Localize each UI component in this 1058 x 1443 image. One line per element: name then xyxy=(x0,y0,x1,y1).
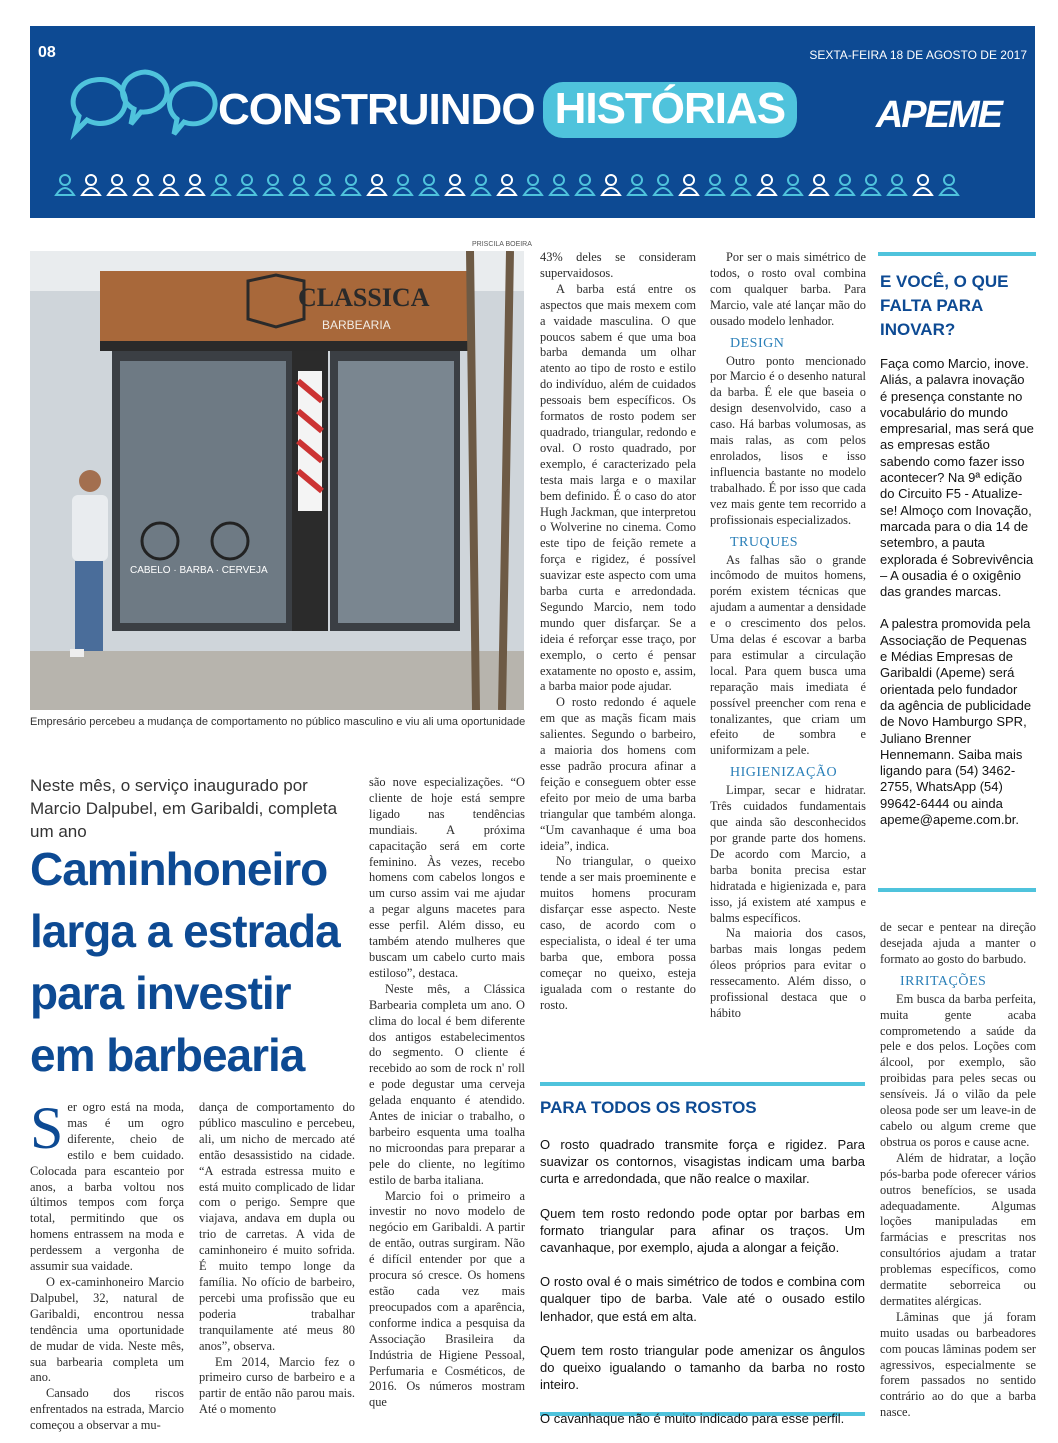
issue-date: SEXTA-FEIRA 18 DE AGOSTO DE 2017 xyxy=(809,48,1027,62)
person-icon xyxy=(314,172,336,196)
barbershop-photo xyxy=(30,251,524,710)
paragraph: 43% deles se consideram supervaidosos. xyxy=(540,250,696,280)
person-icon xyxy=(808,172,830,196)
person-icon xyxy=(288,172,310,196)
window-text: CABELO · BARBA · CERVEJA xyxy=(130,565,268,576)
person-icon xyxy=(626,172,648,196)
section-title xyxy=(218,80,797,140)
paragraph: As falhas são o grande incômodo de muitos homens, porém existem técnicas que ajudam a aumentar a densidade e o crescimento dos pelos. Uma delas é escovar a barba para estimular a circulação local. Para quem busca uma reparação mais imediata é possível preencher com rena e tonalizantes, que criam um efeito de sombra e uniformizam a pele. xyxy=(710,552,866,758)
article-column-4 xyxy=(540,250,696,1014)
paragraph: Lâminas que já foram muito usadas ou barbeadores com poucas lâminas podem ser agressivos, especialmente se forem passados no sentido contrário ao do que a barba nasce. xyxy=(880,1309,1036,1420)
person-icon xyxy=(522,172,544,196)
paragraph: Em busca da barba perfeita, muita gente acaba comprometendo a saúde da pele e dos pelos. Loções com álcool, por exemplo, são proibidas para peles secas ou sensíveis. Já o vilão da pele oleosa pode ser um leave-in de cabelo ou algum creme que obstrua os poros e cause acne. xyxy=(880,991,1036,1149)
person-icon xyxy=(548,172,570,196)
person-icon xyxy=(418,172,440,196)
paragraph: O ex-caminhoneiro Marcio Dalpubel, 32, natural de Garibaldi, encontrou nessa tendência uma oportunidade de mudar de vida. Neste mês, sua barbearia completa um ano. xyxy=(30,1274,184,1385)
person-icon xyxy=(366,172,388,196)
paragraph: Outro ponto mencionado por Marcio é o desenho natural da barba. É ele que baseia o design desenvolvido, caso a caso. Há barbas volumosas, as mais ralas, as com pelos enrolados, lisos e isso influencia bastante no modelo trabalhado. É por isso que cada vez mais gente tem recorrido a profissionais especializados. xyxy=(710,353,866,527)
section-title-part1: CONSTRUINDO xyxy=(218,85,535,134)
faces-box-title: PARA TODOS OS ROSTOS xyxy=(540,1098,757,1117)
photo-credit: PRISCILA BOEIRA xyxy=(472,241,532,248)
paragraph: Marcio foi o primeiro a investir no novo modelo de negócio em Garibaldi. A partir de então, outras surgiram. Não é difícil entender por que a procura só cresce. Os homens estão cada vez mais preocupados com a aparência, conforme indica a pesquisa da Associação Brasileira da Indústria de Higiene Pessoal, Perfumaria e Cosméticos, de 2016. Os números mostram que xyxy=(369,1188,525,1410)
person-icon xyxy=(132,172,154,196)
sidebar-title: E VOCÊ, O QUE FALTA PARA INOVAR? xyxy=(880,272,1009,339)
person-icon xyxy=(652,172,674,196)
person-icon xyxy=(756,172,778,196)
person-icon xyxy=(106,172,128,196)
faces-box-paragraph: O rosto oval é o mais simétrico de todos e combina com qualquer tipo de barba. Vale até o ousado estilo lenhador, que está em alta. xyxy=(540,1274,865,1324)
person-icon xyxy=(54,172,76,196)
faces-box-paragraph: O cavanhaque não é muito indicado para esse perfil. xyxy=(540,1411,845,1427)
person-icon xyxy=(392,172,414,196)
photo-caption: Empresário percebeu a mudança de comportamento no público masculino e viu ali uma oportunidade xyxy=(30,716,526,728)
article-column-2 xyxy=(199,1100,355,1418)
person-icon xyxy=(470,172,492,196)
sign-sub: BARBEARIA xyxy=(322,318,391,332)
paragraph: de secar e pentear na direção desejada ajuda a manter o formato ao gosto do barbudo. xyxy=(880,920,1036,966)
paragraph: Por ser o mais simétrico de todos, o rosto oval combina com qualquer barba. Para Marcio, vale até lançar mão do ousado modelo lenhador. xyxy=(710,250,866,328)
article-column-6 xyxy=(880,920,1036,1421)
faces-box xyxy=(540,1082,865,1427)
person-icon xyxy=(262,172,284,196)
paragraph: er ogro está na moda, mas é um ogro diferente, cheio de estilo e bem cuidado. Colocada para escanteio por anos, a barba voltou nos últimos tempos com força total, permitindo que os homens entrassem na moda e perdessem a vergonha de assumir sua vaidade. xyxy=(30,1100,184,1274)
subheading-irritacoes: IRRITAÇÕES xyxy=(900,973,987,989)
header-banner xyxy=(30,26,1035,218)
article-column-3 xyxy=(369,775,525,1411)
person-icon xyxy=(444,172,466,196)
person-icon xyxy=(730,172,752,196)
barbershop-illustration xyxy=(30,251,524,710)
drop-cap: S xyxy=(30,1095,64,1161)
article-column-1 xyxy=(30,1095,184,1434)
person-icon xyxy=(184,172,206,196)
person-icon xyxy=(938,172,960,196)
faces-box-paragraph: Quem tem rosto triangular pode amenizar os ângulos do queixo igualando o tamanho da barba no rosto inteiro. xyxy=(540,1342,865,1393)
paragraph: Neste mês, a Clássica Barbearia completa um ano. O clima do local é bem diferente dos antigos estabelecimentos do segmento. O cliente é recebido ao som de rock n' roll e pode degustar uma cerveja gelada enquanto é atendido. Antes de iniciar o trabalho, o barbeiro esquenta uma toalha no microondas para preparar a pele do cliente, no legítimo estilo de barba italiana. xyxy=(369,981,525,1187)
person-icon xyxy=(80,172,102,196)
article-headline: Caminhoneiro larga a estrada para investir em barbearia xyxy=(30,843,340,1081)
speech-bubbles-icon xyxy=(60,68,220,168)
person-icon xyxy=(704,172,726,196)
person-icon xyxy=(860,172,882,196)
person-icon xyxy=(574,172,596,196)
person-icon xyxy=(236,172,258,196)
subheading-higienizacao: HIGIENIZAÇÃO xyxy=(730,765,838,781)
sidebar-paragraph: Faça como Marcio, inove. Aliás, a palavra inovação é presença constante no vocabulário do mundo empresarial, mas será que as empresas estão sabendo como fazer isso acontecer? Na 9ª edição do Circuito F5 - Atualize-se! Almoço com Inovação, marcada para o dia 14 de setembro, a pauta explorada é Sobrevivência – A ousadia é o oxigênio das grandes marcas. xyxy=(880,356,1034,600)
section-title-part2: HISTÓRIAS xyxy=(543,82,798,138)
subheading-design: DESIGN xyxy=(730,335,785,351)
subheading-truques: TRUQUES xyxy=(730,534,799,550)
paragraph: Na maioria dos casos, barbas mais longas pedem óleos próprios para evitar o ressecamento. Além disso, o profissional destaca que o hábito xyxy=(710,926,866,1020)
paragraph: Limpar, secar e hidratar. Três cuidados fundamentais que ainda são desconhecidos por grande parte dos homens. De acordo com Marcio, a barba bonita precisa estar hidratada e higienizada e, para isso, já existem até xampus e balms específicos. xyxy=(710,783,866,925)
person-icon xyxy=(600,172,622,196)
person-icon xyxy=(782,172,804,196)
sidebar-paragraph: A palestra promovida pela Associação de Pequenas e Médias Empresas de Garibaldi (Apeme) será orientada pelo fundador da agência de publicidade de Novo Hamburgo SPR, Juliano Brenner Hennemann. Saiba mais ligando para (54) 3462-2755, WhatsApp (54) 99642-6444 ou ainda apeme@apeme.com.br. xyxy=(880,616,1032,828)
paragraph: O rosto redondo é aquele em que as maçãs ficam mais salientes. Segundo o barbeiro, a maioria dos homens com esse padrão procura afinar a feição e conseguem obter esse efeito por meio de uma barba triangular que também alonga. “Um cavanhaque é uma boa ideia”, indica. xyxy=(540,695,696,853)
paragraph: Além de hidratar, a loção pós-barba pode oferecer vários outros benefícios, se usada adequadamente. Algumas loções manipuladas em farmácias e prescritas nos consultórios ajudam a tratar problemas específicos, como dermatite seborreica ou dermatites alérgicas. xyxy=(880,1150,1036,1308)
person-icon xyxy=(496,172,518,196)
sign-name: CLASSICA xyxy=(298,283,430,312)
paragraph: A barba está entre os aspectos que mais mexem com a vaidade masculina. O que poucos sabem é que uma boa barba demanda um olhar atento ao tipo de rosto e estilo do indivíduo, além de cuidados pessoais bem específicos. Os formatos de rosto podem ser quadrado, triangular, redondo e oval. O rosto quadrado, por exemplo, é caracterizado pela testa mais larga e o maxilar bem definido. É o caso do ator Hugh Jackman, que interpretou o Wolverine no cinema. Como este tipo de feição remete a força e rigidez, é possível suavizar este aspecto com uma barba curta e arredondada. Segundo Marcio, nem todo mundo quer disfarçar. Se a ideia é reforçar esse traço, por exemplo, o certo é pensar exatamente no oposto e, assim, a barba maior pode ajudar. xyxy=(540,281,696,694)
sidebar-box xyxy=(878,252,1036,892)
paragraph: Cansado dos riscos enfrentados na estrada, Marcio começou a observar a mu- xyxy=(30,1386,184,1433)
faces-box-paragraph: O rosto quadrado transmite força e rigidez. Para suavizar os contornos, visagistas indicam uma barba curta e arredondada, que não realce o maxilar. xyxy=(540,1137,865,1187)
paragraph: são nove especializações. “O cliente de hoje está sempre ligado nas tendências mundiais. A próxima capacitação será em corte feminino. Às vezes, recebo homens com cabelos longos e um curso assim vai me ajudar a pegar alguns macetes para esse perfil. Além disso, eu também atendo mulheres que buscam um cabelo curto mais estiloso”, destaca. xyxy=(369,775,525,980)
paragraph: dança de comportamento do público masculino e percebeu, ali, um nicho de mercado até então desassistido na cidade. “A estrada estressa muito e está muito complicado de lidar com o perigo. Sempre que viajava, andava em dupla ou trio de carretas. A vida de caminhoneiro é muito sofrida. É muito tempo longe da família. No ofício de barbeiro, percebi uma profissão que eu poderia trabalhar tranquilamente até meus 80 anos”, observa. xyxy=(199,1100,355,1353)
person-icon xyxy=(158,172,180,196)
article-kicker: Neste mês, o serviço inaugurado por Marcio Dalpubel, em Garibaldi, completa um ano xyxy=(30,776,338,841)
paragraph: No triangular, o queixo tende a ser mais proeminente e muitos homens procuram disfarçar esse aspecto. Neste caso, de acordo com o especialista, o ideal é ter uma barba que, embora possa começar no queixo, esteja igualada com o restante do rosto. xyxy=(540,854,696,1012)
article-column-5 xyxy=(710,250,866,1022)
paragraph: Em 2014, Marcio fez o primeiro curso de barbeiro e a partir de então não parou mais. Até o momento xyxy=(199,1354,355,1417)
person-icon xyxy=(340,172,362,196)
faces-box-paragraph: Quem tem rosto redondo pode optar por barbas em formato triangular para afinar os traços. Um cavanhaque, por exemplo, ajuda a alongar a feição. xyxy=(540,1205,865,1256)
page-number: 08 xyxy=(38,44,56,61)
apeme-logo: APEME xyxy=(875,94,1001,136)
person-icon xyxy=(678,172,700,196)
people-icon-row xyxy=(54,172,960,196)
person-icon xyxy=(834,172,856,196)
person-icon xyxy=(912,172,934,196)
person-icon xyxy=(210,172,232,196)
person-icon xyxy=(886,172,908,196)
